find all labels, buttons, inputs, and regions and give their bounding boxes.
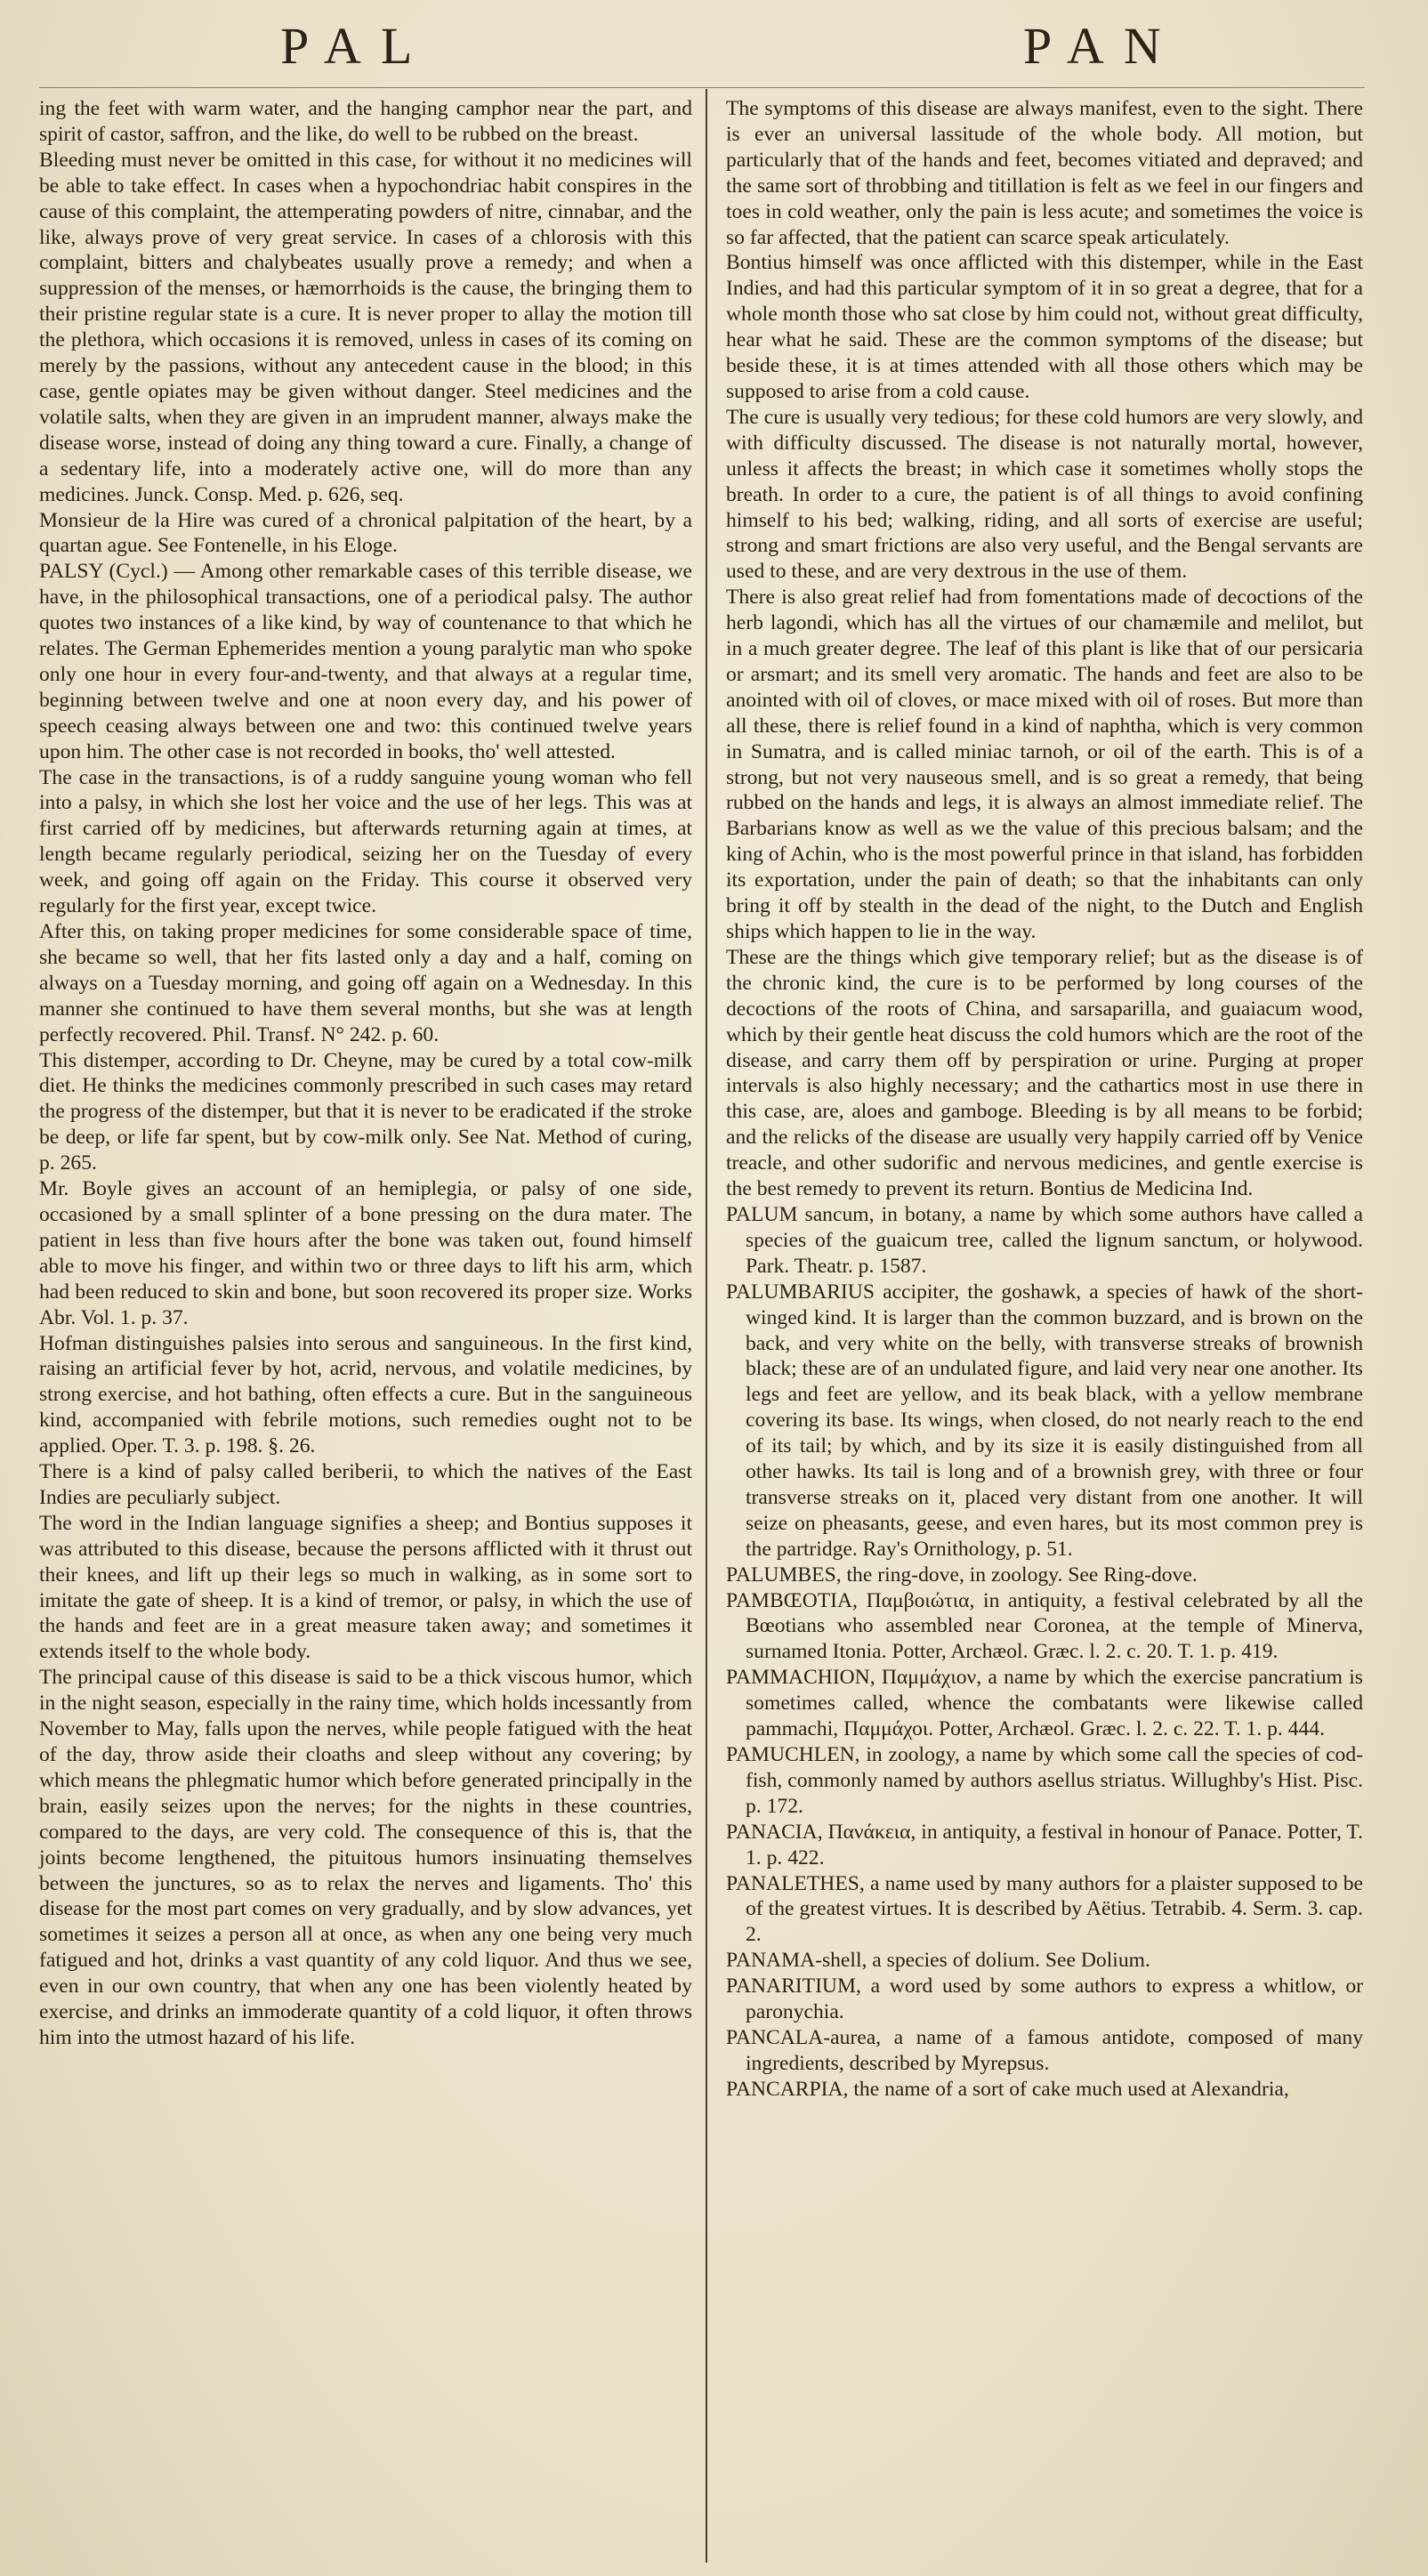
paragraph: ing the feet with warm water, and the hanging camphor near the part, and spirit of castor, saffron, and the like, do well to be rubbed on the breast. bbox=[39, 97, 692, 146]
paragraph: The symptoms of this disease are always manifest, even to the sight. There is ever an universal lassitude of the whole body. All motion, but particularly that of the hands and feet, becomes vitiated and depraved; and the same sort of throbbing and titillation is felt as we feel in our fingers and toes in cold weather, only the pain is less acute; and sometimes the voice is so far affected, that the patient can scarce speak articulately. bbox=[726, 97, 1363, 249]
right-column bbox=[726, 96, 1363, 2103]
paragraph: These are the things which give temporary relief; but as the disease is of the chronic kind, the cure is to be performed by long courses of the decoctions of the roots of China, and sarsaparilla, and guaiacum wood, which by their gentle heat discuss the cold humors which are the root of the disease, and carry them off by perspiration or urine. Purging at proper intervals is also highly necessary; and the cathartics most in use there in this case, are, aloes and gamboge. Bleeding is by all means to be forbid; and the relicks of the disease are usually very happily carried off by Venice treacle, and other sudorific and nervous medicines, and gentle exercise is the best remedy to prevent its return. Bontius de Medicina Ind. bbox=[726, 945, 1363, 1201]
entry-palumbes: PALUMBES, the ring-dove, in zoology. See Ring-dove. bbox=[726, 1563, 1198, 1587]
entry-palsy: PALSY (Cycl.) — Among other remarkable cases of this terrible disease, we have, in the philosophical transactions, one of a periodical palsy. The author quotes two instances of a like kind, by way of countenance to that which he relates. The German Ephemerides mention a young paralytic man who spoke only one hour in every four-and-twenty, and that always at a regular time, beginning between twelve and one at noon every day, and his power of speech ceasing always between one and two: this continued twelve years upon him. The other case is not recorded in books, tho' well attested. bbox=[39, 560, 692, 763]
paragraph: There is a kind of palsy called beriberii, to which the natives of the East Indies are peculiarly subject. bbox=[39, 1460, 692, 1509]
entry-panaritium: PANARITIUM, a word used by some authors to express a whitlow, or paronychia. bbox=[726, 1974, 1363, 2024]
paragraph: After this, on taking proper medicines for some considerable space of time, she became so well, that her fits lasted only a day and a half, coming on always on a Tuesday morning, and going off again on a Wednesday. In this manner she continued to have them several months, but she was at length perfectly recovered. Phil. Transf. N° 242. p. 60. bbox=[39, 920, 692, 1046]
column-divider bbox=[706, 89, 707, 2563]
left-column bbox=[39, 96, 692, 2051]
paragraph: The word in the Indian language signifies a sheep; and Bontius supposes it was attributed to this disease, because the persons afflicted with it thrust out their knees, and lift up their legs so much in walking, as in some sort to imitate the gate of sheep. It is a kind of tremor, or palsy, in which the use of the hands and feet are in a great measure taken away; and sometimes it extends itself to the whole body. bbox=[39, 1511, 692, 1664]
entry-pancala-aurea: PANCALA-aurea, a name of a famous antidote, composed of many ingredients, described by Myrepsus. bbox=[726, 2025, 1363, 2075]
paragraph: Hofman distinguishes palsies into serous and sanguineous. In the first kind, raising an artificial fever by hot, acrid, nervous, and volatile medicines, by strong exercise, and hot bathing, often effects a cure. But in the sanguineous kind, accompanied with febrile motions, such remedies ought not to be applied. Oper. T. 3. p. 198. §. 26. bbox=[39, 1331, 692, 1458]
paragraph: Bontius himself was once afflicted with this distemper, while in the East Indies, and had this particular symptom of it in so great a degree, that for a whole month those who sat close by him could not, without great difficulty, hear what he said. These are the common symptoms of the disease; but beside these, it is at times attended with all those others which may be supposed to arise from a cold cause. bbox=[726, 251, 1363, 403]
entry-panalethes: PANALETHES, a name used by many authors for a plaister supposed to be of the greatest virtues. It is described by Aëtius. Tetrabib. 4. Serm. 3. cap. 2. bbox=[726, 1871, 1363, 1947]
paragraph: The principal cause of this disease is said to be a thick viscous humor, which in the night season, especially in the rainy time, which holds incessantly from November to May, falls upon the nerves, while people fatigued with the heat of the day, throw aside their cloaths and sleep without any covering; by which means the phlegmatic humor which before generated principally in the brain, easily seizes upon the nerves; for the nights in these countries, compared to the days, are very cold. The consequence of this is, that the joints become lengthened, the pituitous humors insinuating themselves between the junctures, so as to relax the nerves and ligaments. Tho' this disease for the most part comes on very gradually, and by slow advances, yet sometimes it seizes a person all at once, as when any one being very much fatigued and hot, drinks a vast quantity of any cold liquor. And thus we see, even in our own country, that when any one has been violently heated by exercise, and drinks an immoderate quantity of a cold liquor, it often throws him into the utmost hazard of his life. bbox=[39, 1666, 692, 2049]
entry-palumbarius: PALUMBARIUS accipiter, the goshawk, a species of hawk of the short-winged kind. It is larger than the common buzzard, and is brown on the back, and very white on the belly, with transverse streaks of brownish black; these are of an undulated figure, and laid very near one another. Its legs and feet are yellow, and its beak black, with a yellow membrane covering its base. Its wings, when closed, do not nearly reach to the end of its tail; by which, and by its size it is easily distinguished from all other hawks. Its tail is long and of a brownish grey, with three or four transverse streaks on it, placed very distant from one another. It will seize on pheasants, geese, and even hares, but its most common prey is the partridge. Ray's Ornithology, p. 51. bbox=[726, 1280, 1363, 1561]
paragraph: The case in the transactions, is of a ruddy sanguine young woman who fell into a palsy, in which she lost her voice and the use of her legs. This was at first carried off by medicines, but afterwards returning again at times, at length became regularly periodical, seizing her on the Tuesday of every week, and going off again on the Friday. This course it observed very regularly for the first year, except twice. bbox=[39, 765, 692, 918]
paragraph: Bleeding must never be omitted in this case, for without it no medicines will be able to take effect. In cases when a hypochondriac habit conspires in the cause of this complaint, the attemperating powders of nitre, cinnabar, and the like, always prove of very great service. In cases of a chlorosis with this complaint, bitters and chalybeates usually prove a remedy; and when a suppression of the menses, or hæmorrhoids is the cause, the bringing them to their pristine regular state is a cure. It is never proper to allay the motion till the plethora, which occasions it is removed, unless in cases of its coming on merely by the passions, without any antecedent cause in the blood; in this case, gentle opiates may be given without danger. Steel medicines and the volatile salts, when they are given in an imprudent manner, always make the disease worse, instead of doing any thing toward a cure. Finally, a change of a sedentary life, into a moderately active one, will do more than any medicines. Junck. Consp. Med. p. 626, seq. bbox=[39, 148, 692, 506]
entry-panama-shell: PANAMA-shell, a species of dolium. See Dolium. bbox=[726, 1949, 1150, 1973]
paragraph: Monsieur de la Hire was cured of a chronical palpitation of the heart, by a quartan ague. See Fontenelle, in his Eloge. bbox=[39, 508, 692, 558]
entry-pamuchlen: PAMUCHLEN, in zoology, a name by which some call the species of cod-fish, commonly named by authors asellus striatus. Willughby's Hist. Pisc. p. 172. bbox=[726, 1743, 1363, 1818]
running-head-right: PAN bbox=[1023, 17, 1181, 75]
entry-panacia: PANACIA, Πανάκεια, in antiquity, a festival in honour of Panace. Potter, T. 1. p. 422. bbox=[726, 1820, 1363, 1869]
running-head-left: PAL bbox=[280, 17, 432, 75]
top-rule bbox=[39, 87, 1365, 88]
paragraph: Mr. Boyle gives an account of an hemiplegia, or palsy of one side, occasioned by a small splinter of a bone pressing on the dura mater. The patient in less than five hours after the bone was taken out, found himself able to move his finger, and within two or three days to lift his arm, which had been reduced to skin and bone, but soon recovered its proper size. Works Abr. Vol. 1. p. 37. bbox=[39, 1177, 692, 1329]
entry-pammachion: PAMMACHION, Παμμάχιον, a name by which the exercise pancratium is sometimes called, whence the combatants were likewise called pammachi, Παμμάχοι. Potter, Archæol. Græc. l. 2. c. 22. T. 1. p. 444. bbox=[726, 1666, 1363, 1741]
paragraph: This distemper, according to Dr. Cheyne, may be cured by a total cow-milk diet. He thinks the medicines commonly prescribed in such cases may retard the progress of the distemper, but that it is never to be eradicated if the stroke be deep, or life far spent, but by cow-milk only. See Nat. Method of curing, p. 265. bbox=[39, 1048, 692, 1175]
entry-pamboeotia: PAMBŒOTIA, Παμβοιώτια, in antiquity, a festival celebrated by all the Bœotians who assembled near Coronea, at the temple of Minerva, surnamed Itonia. Potter, Archæol. Græc. l. 2. c. 20. T. 1. p. 419. bbox=[726, 1588, 1363, 1664]
paragraph: The cure is usually very tedious; for these cold humors are very slowly, and with difficulty discussed. The disease is not naturally mortal, however, unless it affects the breast; in which case it sometimes wholly stops the breath. In order to a cure, the patient is of all things to avoid confining himself to his bed; walking, riding, and all sorts of exercise are useful; strong and smart frictions are also very useful, and the Bengal servants are used to these, and are very dextrous in the use of them. bbox=[726, 405, 1363, 584]
paragraph: There is also great relief had from fomentations made of decoctions of the herb lagondi, which has all the virtues of our chamæmile and melilot, but in a much greater degree. The leaf of this plant is like that of our persicaria or arsmart; and its smell very aromatic. The hands and feet are also to be anointed with oil of cloves, or mace mixed with oil of roses. But more than all these, there is relief found in a kind of naphtha, which is very common in Sumatra, and is called miniac tarnoh, or oil of the earth. This is of a strong, but not very nauseous smell, and is so great a remedy, that being rubbed on the hands and legs, it is always an almost immediate relief. The Barbarians know as well as we the value of this precious balsam; and the king of Achin, who is the most powerful prince in that island, has forbidden its exportation, under the pain of death; so that the inhabitants can only bring it off by stealth in the dead of the night, to the Dutch and English ships which happen to lie in the way. bbox=[726, 585, 1363, 943]
entry-palum: PALUM sancum, in botany, a name by which some authors have called a species of the guaicum tree, called the lignum sanctum, or holywood. Park. Theatr. p. 1587. bbox=[726, 1202, 1363, 1278]
entry-pancarpia: PANCARPIA, the name of a sort of cake much used at Alexandria, bbox=[726, 2077, 1289, 2101]
